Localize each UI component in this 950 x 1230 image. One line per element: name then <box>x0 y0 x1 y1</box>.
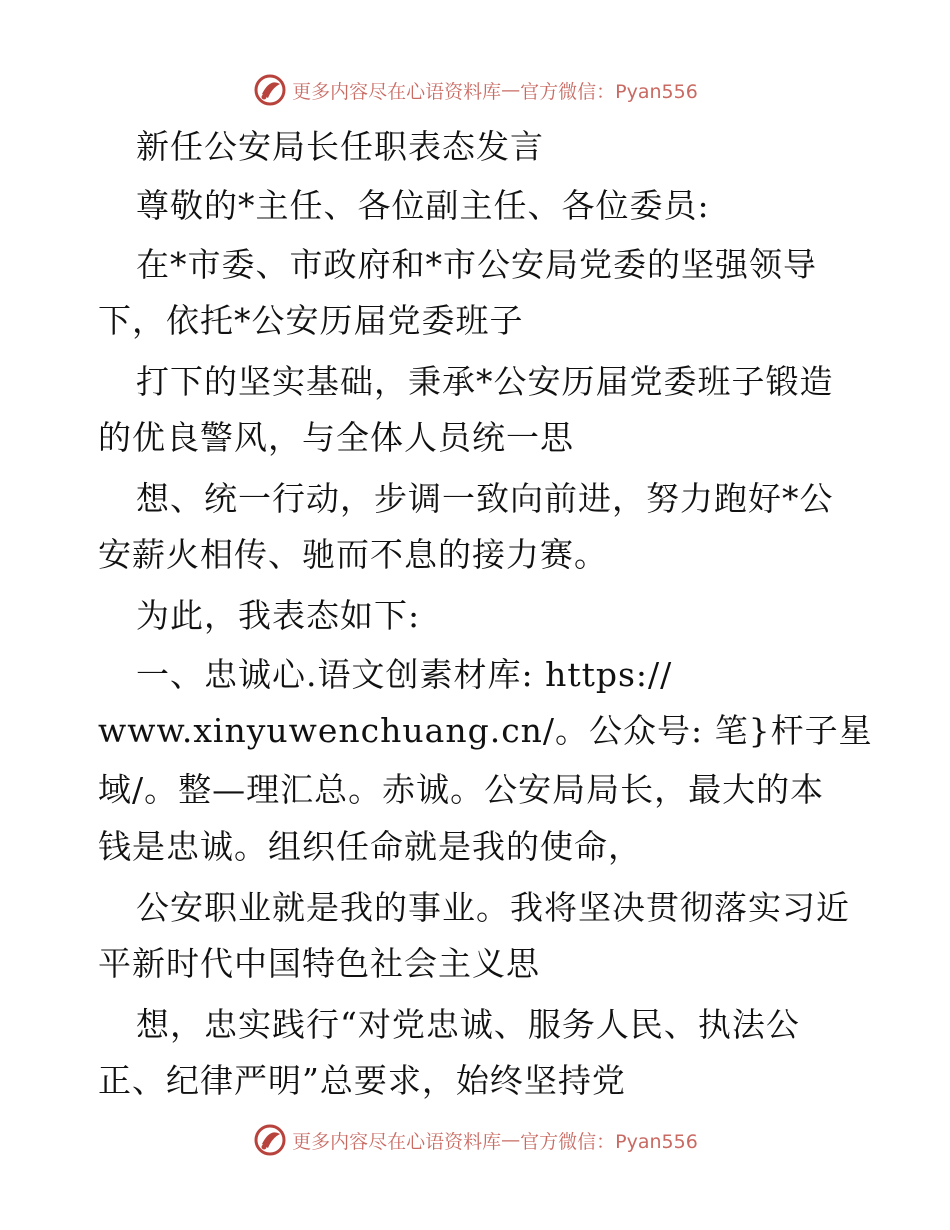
paragraph-line: 打下的坚实基础，秉承*公安历届党委班子锻造 <box>136 362 834 401</box>
paragraph-line: 钱是忠诚。组织任命就是我的使命， <box>98 827 642 866</box>
banner-dash: — <box>501 79 521 101</box>
brand-logo-icon <box>252 1122 288 1158</box>
paragraph-line: 为此，我表态如下: <box>136 596 421 635</box>
banner-brand-text: 更多内容尽在心语资料库 <box>292 1130 502 1153</box>
paragraph-line: 平新时代中国特色社会主义思 <box>98 944 540 983</box>
banner-account-text: 官方微信：Pyan556 <box>520 1130 698 1153</box>
salutation-line: 尊敬的*主任、各位副主任、各位委员: <box>136 186 710 225</box>
banner-brand-text: 更多内容尽在心语资料库 <box>292 80 502 103</box>
banner-account-text: 官方微信：Pyan556 <box>520 80 698 103</box>
paragraph-line: 域/。整—理汇总。赤诚。公安局局长，最大的本 <box>98 770 825 809</box>
document-title: 新任公安局长任职表态发言 <box>136 127 544 166</box>
paragraph-line: 一、忠诚心.语文创素材库: https:// <box>136 655 673 694</box>
paragraph-line: 想，忠实践行“对党忠诚、服务人民、执法公 <box>136 1005 800 1044</box>
brand-logo-icon <box>252 72 288 108</box>
banner-dash: — <box>501 1129 521 1151</box>
paragraph-line: 下，依托*公安历届党委班子 <box>98 301 524 340</box>
paragraph-line: 公安职业就是我的事业。我将坚决贯彻落实习近 <box>136 888 850 927</box>
paragraph-line: www.xinyuwenchuang.cn/。公众号: 笔}杆子星 <box>98 711 873 750</box>
paragraph-line: 正、纪律严明”总要求，始终坚持党 <box>98 1061 626 1100</box>
paragraph-line: 安薪火相传、驰而不息的接力赛。 <box>98 535 608 574</box>
footer-banner <box>0 1120 950 1160</box>
paragraph-line: 在*市委、市政府和*市公安局党委的坚强领导 <box>136 245 817 284</box>
paragraph-line: 的优良警风，与全体人员统一思 <box>98 418 574 457</box>
header-banner <box>0 70 950 110</box>
paragraph-line: 想、统一行动，步调一致向前进，努力跑好*公 <box>136 479 834 518</box>
